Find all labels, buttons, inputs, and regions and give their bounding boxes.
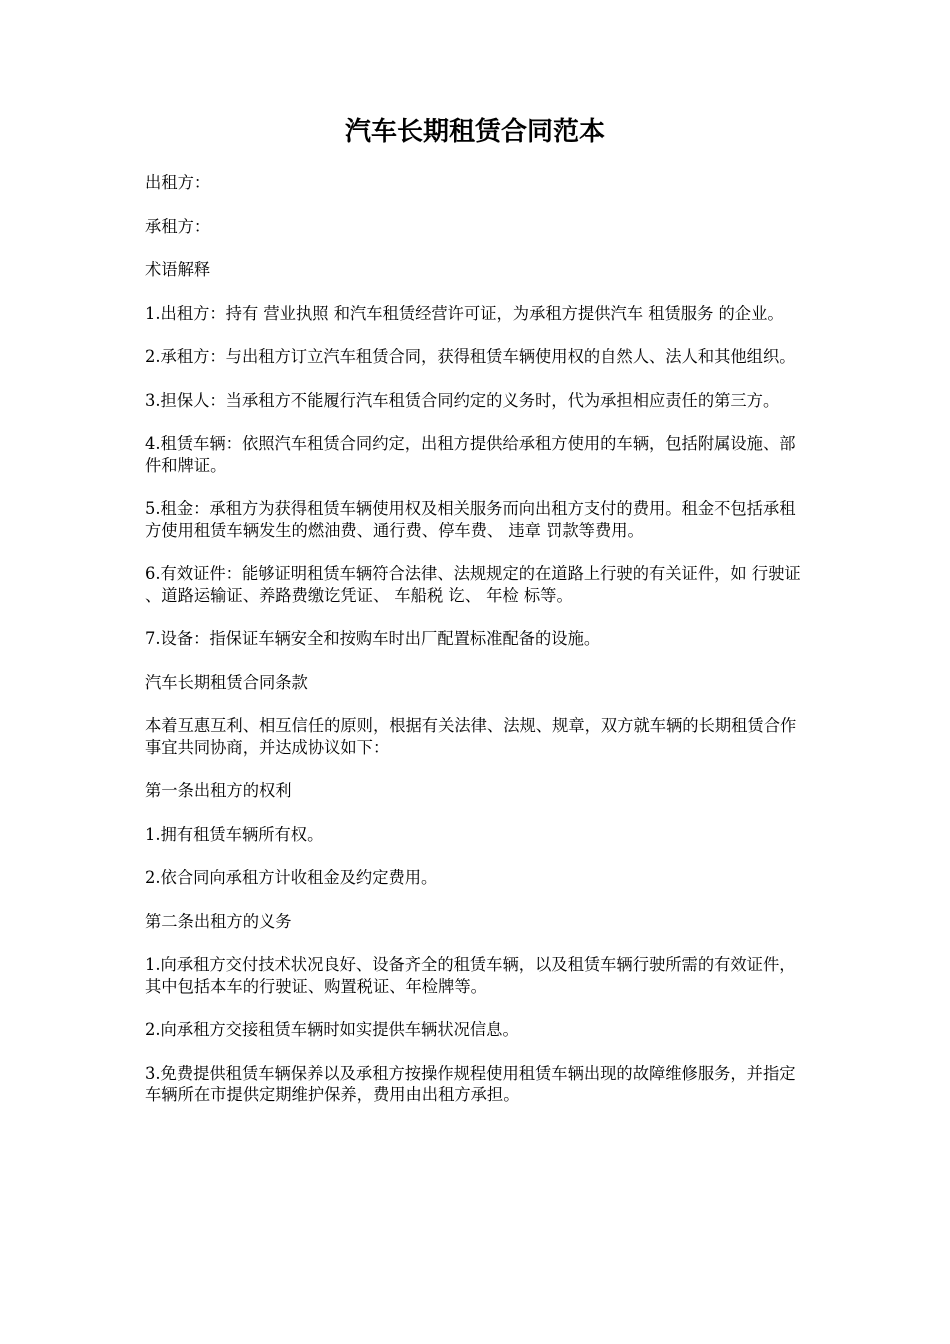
paragraph-lessor: 出租方： — [145, 173, 211, 192]
paragraph-article-1-item-2: 2.依合同向承租方计收租金及约定费用。 — [145, 868, 438, 887]
paragraph-clauses-heading: 汽车长期租赁合同条款 — [145, 672, 308, 692]
paragraph-article-2-item-1: 1.向承租方交付技术状况良好、设备齐全的租赁车辆，以及租赁车辆行驶所需的有效证件，其中包括本车的行驶证、购置税证、年检牌等。 — [145, 955, 796, 996]
paragraph-article-2-item-2: 2.向承租方交接租赁车辆时如实提供车辆状况信息。 — [145, 1020, 519, 1039]
document-body — [145, 172, 805, 1128]
paragraph-term-4: 4.租赁车辆：依照汽车租赁合同约定，出租方提供给承租方使用的车辆，包括附属设施、部件和牌证。 — [145, 434, 796, 475]
paragraph-term-7: 7.设备：指保证车辆安全和按购车时出厂配置标准配备的设施。 — [145, 629, 601, 648]
paragraph-term-6: 6.有效证件：能够证明租赁车辆符合法律、法规规定的在道路上行驶的有关证件，如 行驶证 、道路运输证、养路费缴讫凭证、 车船税 讫、 年检 标等。 — [145, 564, 801, 605]
paragraph-article-1-item-1: 1.拥有租赁车辆所有权。 — [145, 824, 324, 844]
paragraph-preamble: 本着互惠互利、相互信任的原则，根据有关法律、法规、规章，双方就车辆的长期租赁合作事宜共同协商，并达成协议如下： — [145, 716, 797, 757]
document-title: 汽车长期租赁合同范本 — [344, 117, 605, 147]
paragraph-term-3: 3.担保人：当承租方不能履行汽车租赁合同约定的义务时，代为承担相应责任的第三方。 — [145, 390, 780, 410]
paragraph-term-2: 2.承租方：与出租方订立汽车租赁合同，获得租赁车辆使用权的自然人、法人和其他组织。 — [145, 347, 796, 366]
paragraph-lessee: 承租方： — [145, 216, 211, 236]
paragraph-article-2-heading: 第二条出租方的义务 — [145, 911, 292, 931]
paragraph-terms-heading: 术语解释 — [145, 260, 211, 279]
paragraph-term-5: 5.租金：承租方为获得租赁车辆使用权及相关服务而向出租方支付的费用。租金不包括承租方使用租赁车辆发生的燃油费、通行费、停车费、 违章 罚款等费用。 — [145, 499, 796, 540]
paragraph-article-1-heading: 第一条出租方的权利 — [145, 781, 292, 800]
paragraph-term-1: 1.出租方：持有 营业执照 和汽车租赁经营许可证，为承租方提供汽车 租赁服务 的企业。 — [145, 303, 784, 323]
paragraph-article-2-item-3: 3.免费提供租赁车辆保养以及承租方按操作规程使用租赁车辆出现的故障维修服务，并指定车辆所在市提供定期维护保养，费用由出租方承担。 — [145, 1063, 796, 1104]
